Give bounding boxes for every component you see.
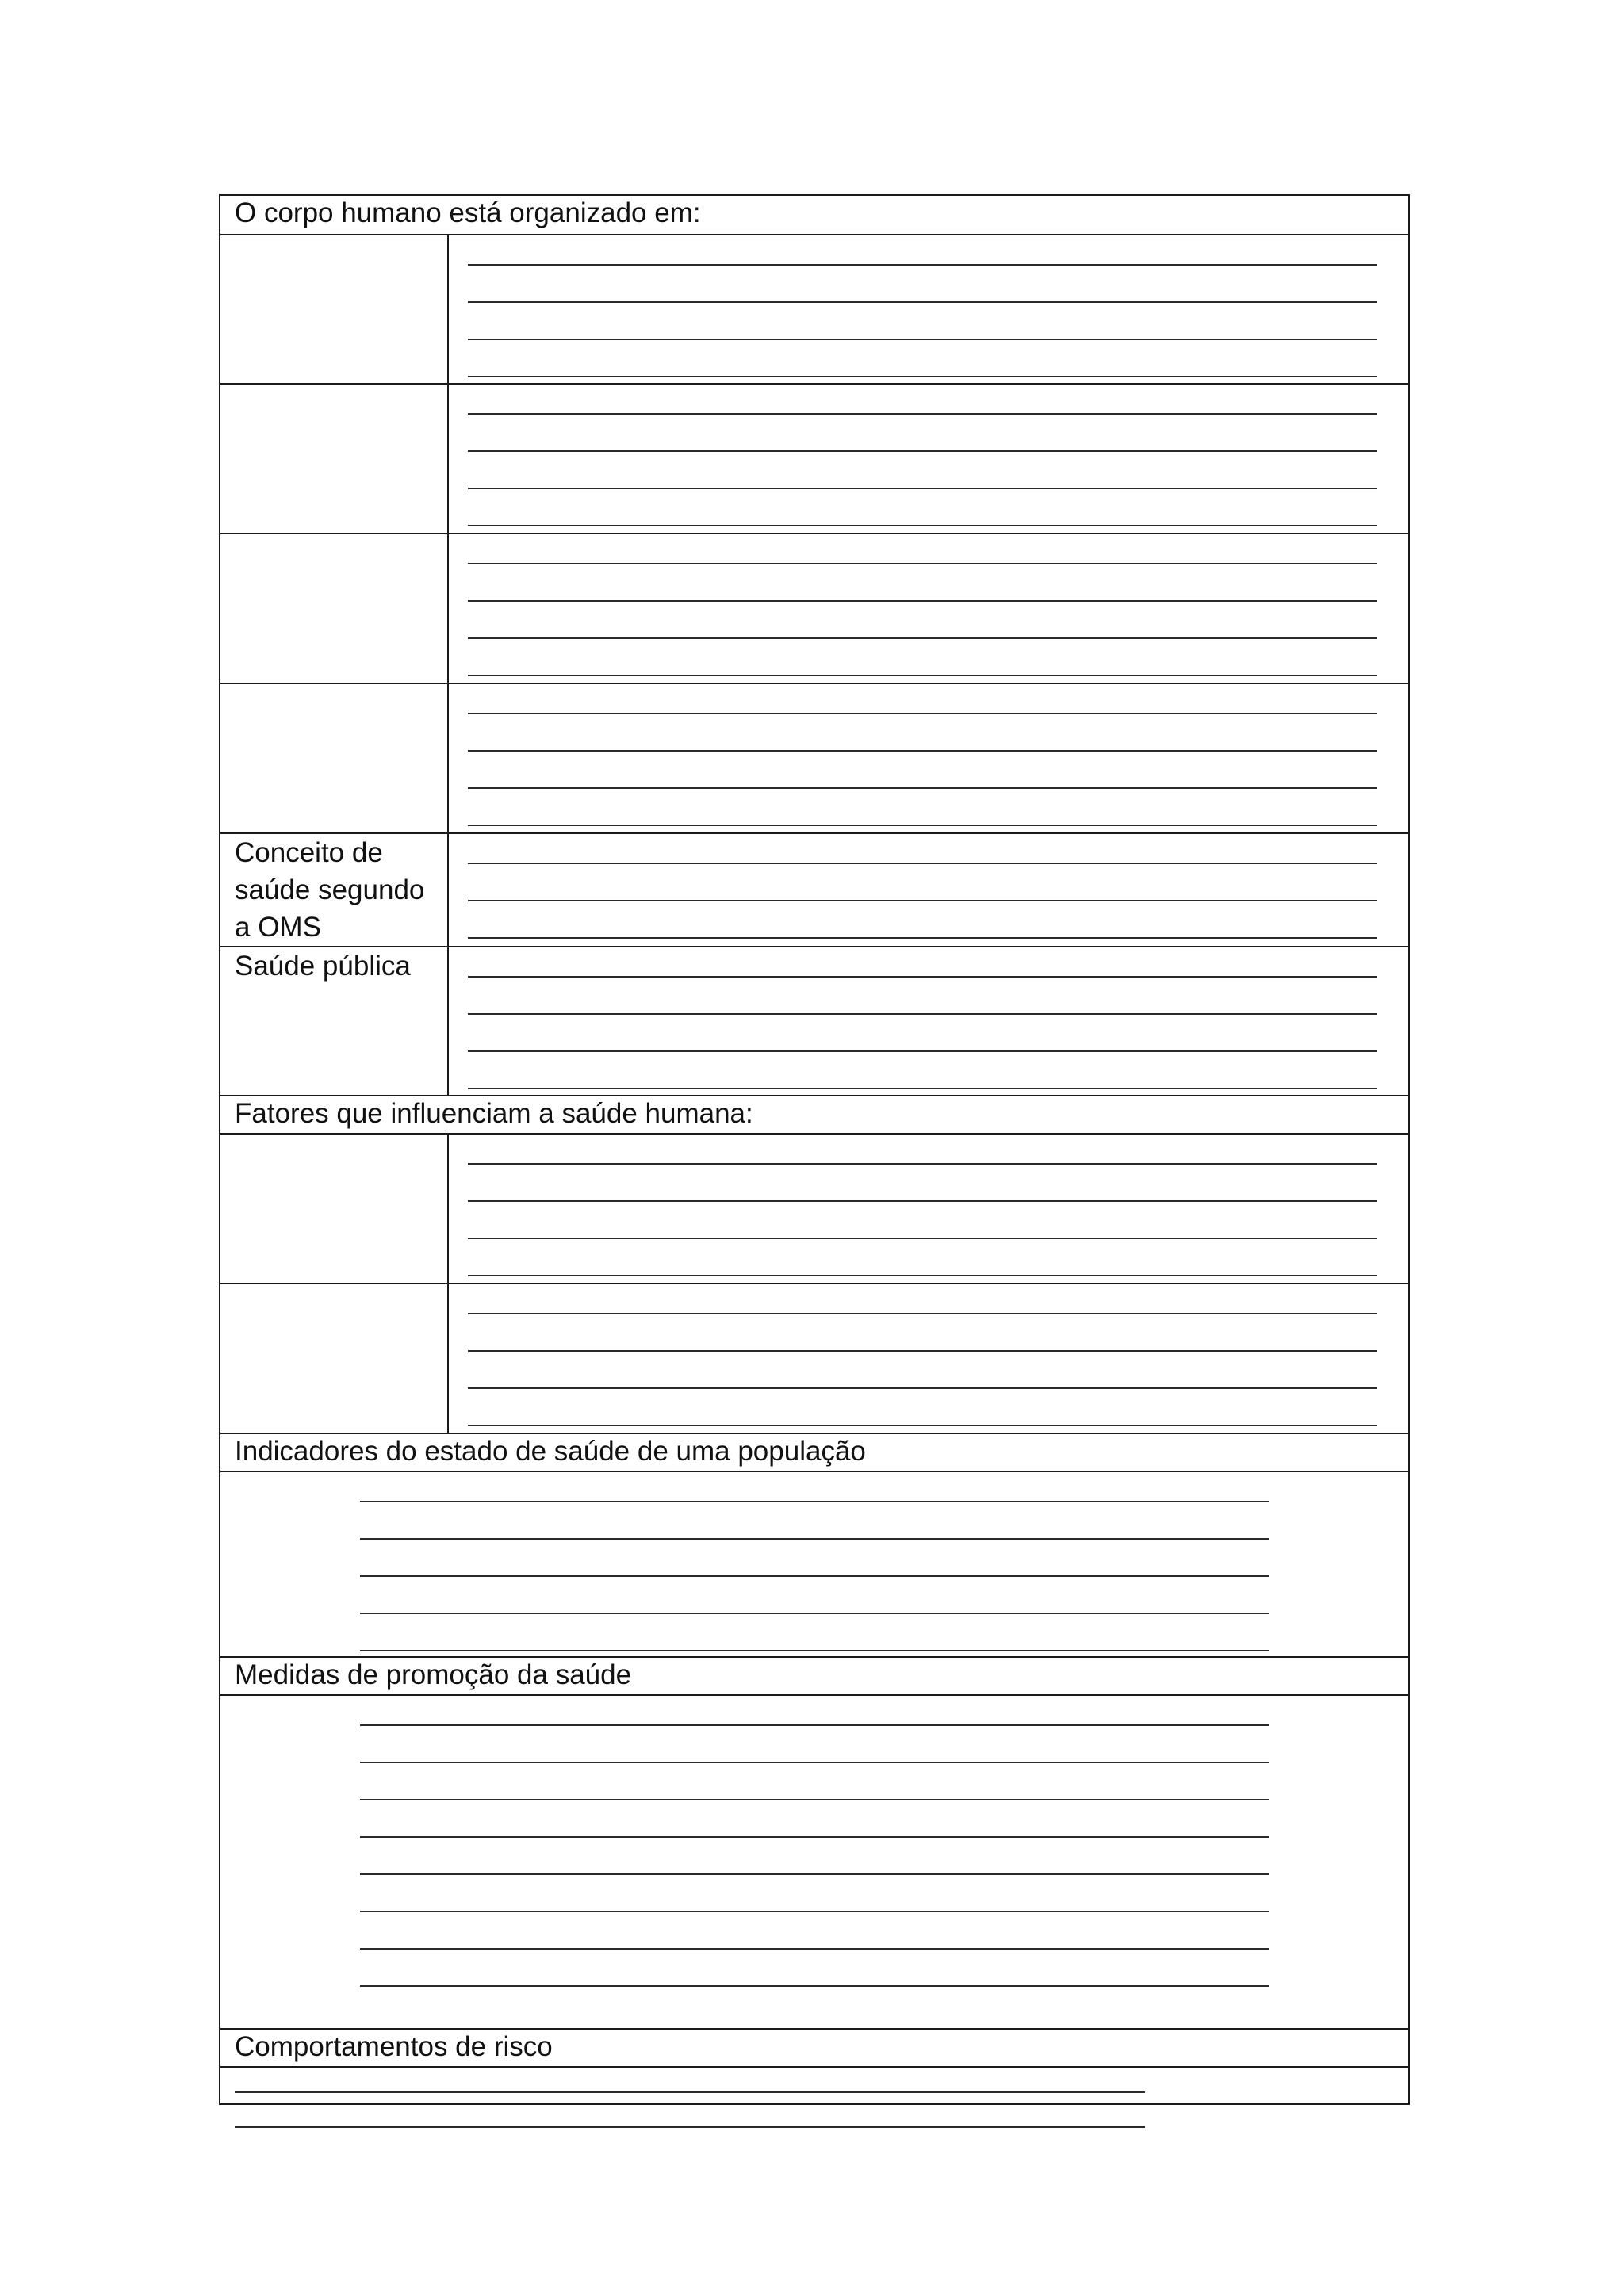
write-line bbox=[360, 1724, 1269, 1726]
write-lines[interactable] bbox=[468, 684, 1377, 834]
write-line bbox=[360, 1873, 1269, 1875]
write-line bbox=[468, 264, 1377, 266]
header-fatores: Fatores que influenciam a saúde humana: bbox=[220, 1096, 1408, 1135]
write-line bbox=[360, 1613, 1269, 1614]
header-indicadores: Indicadores do estado de saúde de uma população bbox=[220, 1434, 1408, 1472]
write-line bbox=[468, 1013, 1377, 1015]
write-line bbox=[468, 1050, 1377, 1052]
write-line bbox=[468, 637, 1377, 639]
worksheet-table bbox=[219, 194, 1410, 2105]
organization-row-3 bbox=[220, 534, 1408, 684]
write-line bbox=[235, 2091, 1145, 2093]
write-line bbox=[468, 1313, 1377, 1314]
write-line bbox=[468, 376, 1377, 377]
conceito-saude-label: Conceito de saúde segundo a OMS bbox=[220, 834, 449, 946]
write-lines[interactable] bbox=[468, 947, 1377, 1096]
write-line bbox=[468, 450, 1377, 452]
write-line bbox=[360, 1836, 1269, 1838]
write-lines[interactable] bbox=[468, 1284, 1377, 1434]
header-medidas: Medidas de promoção da saúde bbox=[220, 1658, 1408, 1696]
write-lines[interactable] bbox=[468, 834, 1377, 947]
write-line bbox=[468, 413, 1377, 415]
medidas-row bbox=[220, 1696, 1408, 2030]
write-line bbox=[235, 2126, 1145, 2128]
saude-publica-label: Saúde pública bbox=[220, 947, 449, 1095]
write-line bbox=[468, 787, 1377, 789]
write-line bbox=[360, 1948, 1269, 1950]
organization-row-1 bbox=[220, 235, 1408, 385]
write-line bbox=[468, 976, 1377, 978]
header-corpo-humano: O corpo humano está organizado em: bbox=[220, 196, 1408, 235]
header-comportamentos: Comportamentos de risco bbox=[220, 2030, 1408, 2068]
write-line bbox=[468, 1088, 1377, 1089]
write-line bbox=[360, 1985, 1269, 1987]
saude-publica-row bbox=[220, 947, 1408, 1096]
write-line bbox=[360, 1501, 1269, 1502]
write-line bbox=[468, 1387, 1377, 1389]
write-line bbox=[468, 900, 1377, 901]
write-line bbox=[360, 1650, 1269, 1651]
write-lines[interactable] bbox=[468, 534, 1377, 684]
fatores-label-cell-2 bbox=[220, 1284, 449, 1433]
write-line bbox=[468, 1350, 1377, 1352]
write-line bbox=[360, 1538, 1269, 1540]
write-lines[interactable] bbox=[468, 1135, 1377, 1284]
organization-label-cell-3 bbox=[220, 534, 449, 683]
write-line bbox=[468, 675, 1377, 676]
write-line bbox=[468, 301, 1377, 303]
organization-label-cell-4 bbox=[220, 684, 449, 832]
write-line bbox=[468, 488, 1377, 489]
write-line bbox=[468, 1238, 1377, 1239]
write-line bbox=[468, 825, 1377, 826]
write-line bbox=[468, 1163, 1377, 1165]
write-line bbox=[468, 1275, 1377, 1276]
write-line bbox=[468, 525, 1377, 526]
write-lines[interactable] bbox=[360, 1696, 1269, 2030]
write-lines[interactable] bbox=[468, 235, 1377, 385]
fatores-label-cell-1 bbox=[220, 1135, 449, 1283]
fatores-row-2 bbox=[220, 1284, 1408, 1434]
write-line bbox=[360, 1911, 1269, 1912]
write-line bbox=[468, 750, 1377, 752]
comportamentos-row bbox=[220, 2068, 1408, 2103]
write-lines[interactable] bbox=[468, 385, 1377, 534]
write-line bbox=[468, 713, 1377, 714]
organization-label-cell-2 bbox=[220, 385, 449, 533]
organization-row-4 bbox=[220, 684, 1408, 834]
fatores-row-1 bbox=[220, 1135, 1408, 1284]
write-line bbox=[360, 1762, 1269, 1763]
write-line bbox=[468, 937, 1377, 939]
write-line bbox=[360, 1799, 1269, 1800]
write-line bbox=[468, 863, 1377, 864]
indicadores-row bbox=[220, 1472, 1408, 1658]
write-line bbox=[468, 563, 1377, 564]
write-line bbox=[468, 600, 1377, 602]
write-line bbox=[468, 339, 1377, 340]
write-lines[interactable] bbox=[360, 1472, 1269, 1658]
conceito-saude-row bbox=[220, 834, 1408, 947]
organization-row-2 bbox=[220, 385, 1408, 534]
write-line bbox=[468, 1200, 1377, 1202]
write-line bbox=[360, 1575, 1269, 1577]
write-lines[interactable] bbox=[235, 2068, 1145, 2139]
write-line bbox=[468, 1425, 1377, 1426]
organization-label-cell-1 bbox=[220, 235, 449, 383]
